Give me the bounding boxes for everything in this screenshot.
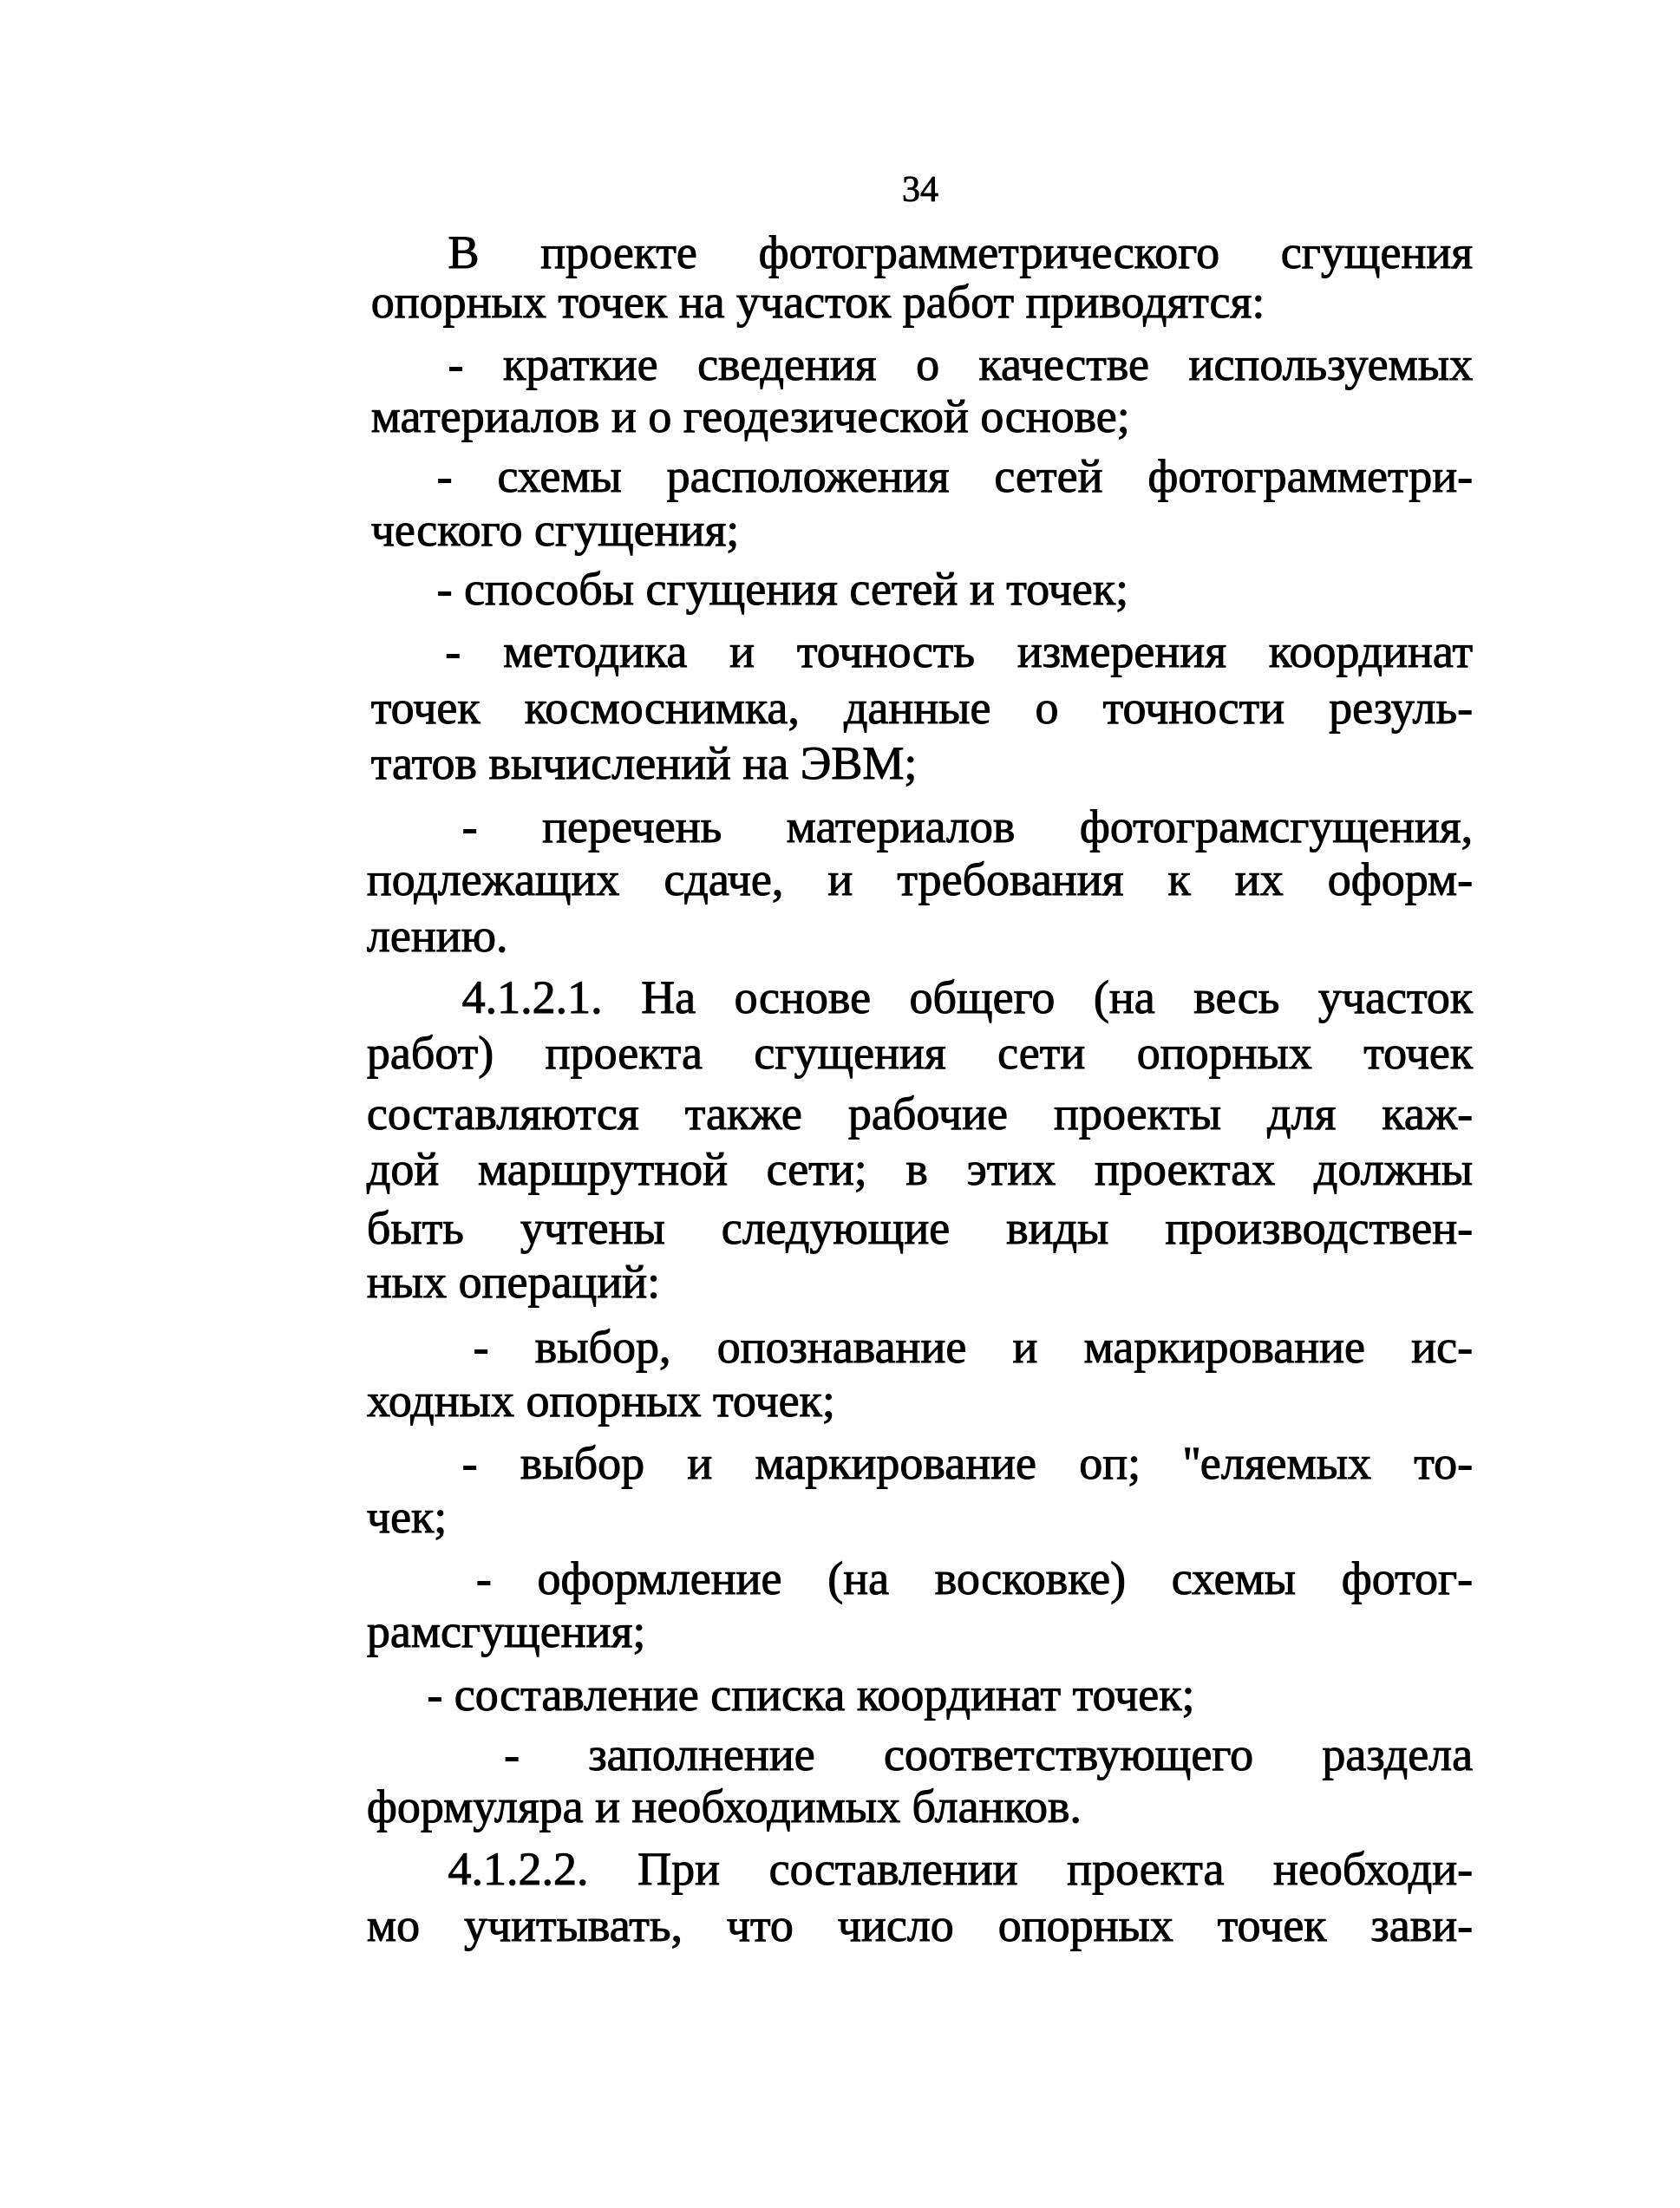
- text-line: - составление списка координат точек;: [427, 1668, 1195, 1721]
- text-line: 4.1.2.1. На основе общего (на весь участок: [461, 970, 1474, 1023]
- text-line: - выбор и маркирование оп; ''еляемых то-: [461, 1437, 1474, 1490]
- text-line: лению.: [366, 909, 508, 962]
- text-line: - краткие сведения о качестве используемых: [448, 338, 1474, 391]
- text-line: опорных точек на участок работ приводятся:: [370, 275, 1265, 328]
- text-line: - методика и точность измерения координат: [445, 625, 1474, 678]
- text-line: чек;: [366, 1490, 448, 1543]
- text-line: быть учтены следующие виды производствен-: [366, 1202, 1474, 1255]
- text-line: мо учитывать, что число опорных точек зави-: [366, 1899, 1474, 1952]
- text-line: формуляра и необходимых бланков.: [366, 1780, 1082, 1832]
- text-line: - схемы расположения сетей фотограмметри-: [436, 450, 1474, 503]
- text-line: подлежащих сдаче, и требования к их оформ-: [366, 853, 1474, 906]
- text-line: - оформление (на восковке) схемы фотог-: [475, 1551, 1474, 1604]
- text-line: ходных опорных точек;: [366, 1374, 835, 1427]
- text-line: рамсгущения;: [366, 1605, 646, 1658]
- text-line: - перечень материалов фотограмсгущения,: [461, 800, 1474, 852]
- text-line: татов вычислений на ЭВМ;: [370, 737, 918, 790]
- text-line: ных операций:: [366, 1255, 661, 1308]
- text-line: дой маршрутной сети; в этих проектах должны: [366, 1143, 1474, 1196]
- text-line: ческого сгущения;: [370, 503, 740, 556]
- text-line: материалов и о геодезической основе;: [370, 389, 1130, 442]
- text-line: - заполнение соответствующего раздела: [504, 1728, 1474, 1781]
- text-line: работ) проекта сгущения сети опорных точек: [366, 1027, 1474, 1080]
- text-line: 4.1.2.2. При составлении проекта необходи-: [448, 1843, 1474, 1896]
- text-line: составляются также рабочие проекты для каж-: [366, 1087, 1474, 1140]
- page-number: 34: [902, 170, 938, 210]
- text-line: - способы сгущения сетей и точек;: [436, 562, 1129, 615]
- text-line: точек космоснимка, данные о точности резуль-: [370, 681, 1474, 734]
- text-line: В проекте фотограмметрического сгущения: [448, 226, 1474, 279]
- text-line: - выбор, опознавание и маркирование ис-: [473, 1321, 1474, 1374]
